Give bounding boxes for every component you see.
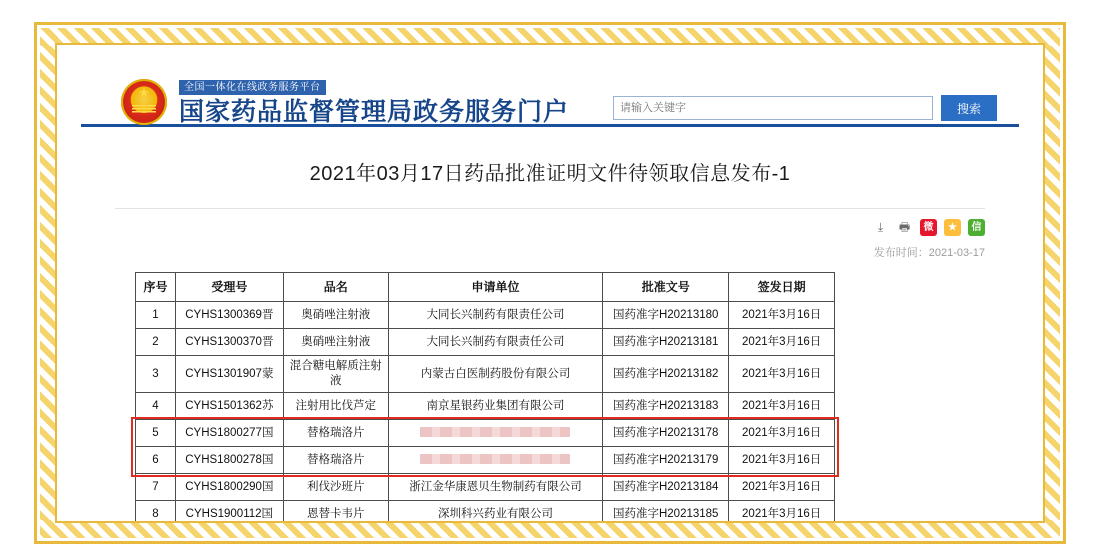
national-emblem-icon: [121, 79, 167, 125]
cell-product: 替格瑞洛片: [283, 447, 388, 474]
print-icon[interactable]: 🖶: [898, 219, 911, 234]
column-header-accept-no: 受理号: [175, 273, 283, 302]
publish-time: 发布时间：2021-03-17: [873, 247, 985, 259]
table-row: [136, 420, 835, 447]
cell-applicant: [388, 447, 602, 474]
cell-applicant: 大同长兴制药有限责任公司: [388, 302, 602, 329]
decorative-frame-outer: [34, 22, 1066, 544]
cell-product: 混合糖电解质注射液: [283, 356, 388, 393]
table-header-row: [136, 273, 835, 302]
table-row: [136, 356, 835, 393]
cell-issue-date: 2021年3月16日: [729, 501, 835, 522]
table-row: [136, 447, 835, 474]
table-row: [136, 393, 835, 420]
article-meta: [115, 208, 985, 260]
cell-seq: 3: [136, 356, 176, 393]
cell-applicant: 南京星银药业集团有限公司: [388, 393, 602, 420]
cell-seq: 7: [136, 474, 176, 501]
table-row: [136, 302, 835, 329]
search-button[interactable]: 搜索: [941, 95, 997, 121]
decorative-frame-inner: [55, 43, 1045, 523]
column-header-issue-date: 签发日期: [729, 273, 835, 302]
platform-tag: 全国一体化在线政务服务平台: [179, 80, 326, 95]
share-action-row: [872, 217, 985, 237]
qzone-share-icon[interactable]: ★: [944, 219, 961, 236]
cell-seq: 5: [136, 420, 176, 447]
cell-product: 利伐沙班片: [283, 474, 388, 501]
weibo-share-icon[interactable]: 微: [920, 219, 937, 236]
cell-issue-date: 2021年3月16日: [729, 393, 835, 420]
cell-approval-no: 国药准字H20213185: [603, 501, 729, 522]
download-icon[interactable]: ⤓: [877, 219, 884, 234]
cell-issue-date: 2021年3月16日: [729, 356, 835, 393]
cell-issue-date: 2021年3月16日: [729, 474, 835, 501]
table-wrapper: [135, 272, 1001, 521]
cell-approval-no: 国药准字H20213178: [603, 420, 729, 447]
cell-product: 注射用比伐芦定: [283, 393, 388, 420]
column-header-product: 品名: [283, 273, 388, 302]
cell-accept-no: CYHS1501362苏: [175, 393, 283, 420]
cell-product: 恩替卡韦片: [283, 501, 388, 522]
table-body: [136, 302, 835, 522]
cell-approval-no: 国药准字H20213180: [603, 302, 729, 329]
cell-issue-date: 2021年3月16日: [729, 447, 835, 474]
redacted-text: [420, 427, 570, 437]
column-header-applicant: 申请单位: [388, 273, 602, 302]
search-area: [613, 95, 997, 121]
article: [81, 157, 1019, 260]
column-header-approval-no: 批准文号: [603, 273, 729, 302]
wechat-share-icon[interactable]: 信: [968, 219, 985, 236]
cell-product: 奥硝唑注射液: [283, 302, 388, 329]
table-row: [136, 329, 835, 356]
cell-applicant: 内蒙古白医制药股份有限公司: [388, 356, 602, 393]
site-title-block: [179, 77, 569, 127]
article-title: 2021年03月17日药品批准证明文件待领取信息发布-1: [309, 163, 791, 185]
cell-seq: 6: [136, 447, 176, 474]
cell-accept-no: CYHS1800277国: [175, 420, 283, 447]
cell-accept-no: CYHS1300369晋: [175, 302, 283, 329]
cell-product: 替格瑞洛片: [283, 420, 388, 447]
cell-accept-no: CYHS1301907蒙: [175, 356, 283, 393]
cell-issue-date: 2021年3月16日: [729, 302, 835, 329]
site-header: [81, 63, 1019, 127]
cell-approval-no: 国药准字H20213184: [603, 474, 729, 501]
cell-accept-no: CYHS1800278国: [175, 447, 283, 474]
page-content: [81, 63, 1019, 521]
site-title: 国家药品监督管理局政务服务门户: [179, 98, 570, 126]
cell-approval-no: 国药准字H20213181: [603, 329, 729, 356]
cell-product: 奥硝唑注射液: [283, 329, 388, 356]
redacted-text: [420, 454, 570, 464]
cell-seq: 8: [136, 501, 176, 522]
cell-approval-no: 国药准字H20213182: [603, 356, 729, 393]
cell-accept-no: CYHS1300370晋: [175, 329, 283, 356]
table-row: [136, 474, 835, 501]
cell-applicant: 深圳科兴药业有限公司: [388, 501, 602, 522]
cell-accept-no: CYHS1800290国: [175, 474, 283, 501]
cell-applicant: [388, 420, 602, 447]
search-input[interactable]: [613, 96, 933, 120]
column-header-seq: 序号: [136, 273, 176, 302]
cell-applicant: 浙江金华康恩贝生物制药有限公司: [388, 474, 602, 501]
approval-table: [135, 272, 835, 521]
cell-approval-no: 国药准字H20213183: [603, 393, 729, 420]
cell-seq: 2: [136, 329, 176, 356]
cell-accept-no: CYHS1900112国: [175, 501, 283, 522]
cell-applicant: 大同长兴制药有限责任公司: [388, 329, 602, 356]
cell-seq: 4: [136, 393, 176, 420]
cell-issue-date: 2021年3月16日: [729, 420, 835, 447]
cell-issue-date: 2021年3月16日: [729, 329, 835, 356]
cell-approval-no: 国药准字H20213179: [603, 447, 729, 474]
cell-seq: 1: [136, 302, 176, 329]
table-row: [136, 501, 835, 522]
